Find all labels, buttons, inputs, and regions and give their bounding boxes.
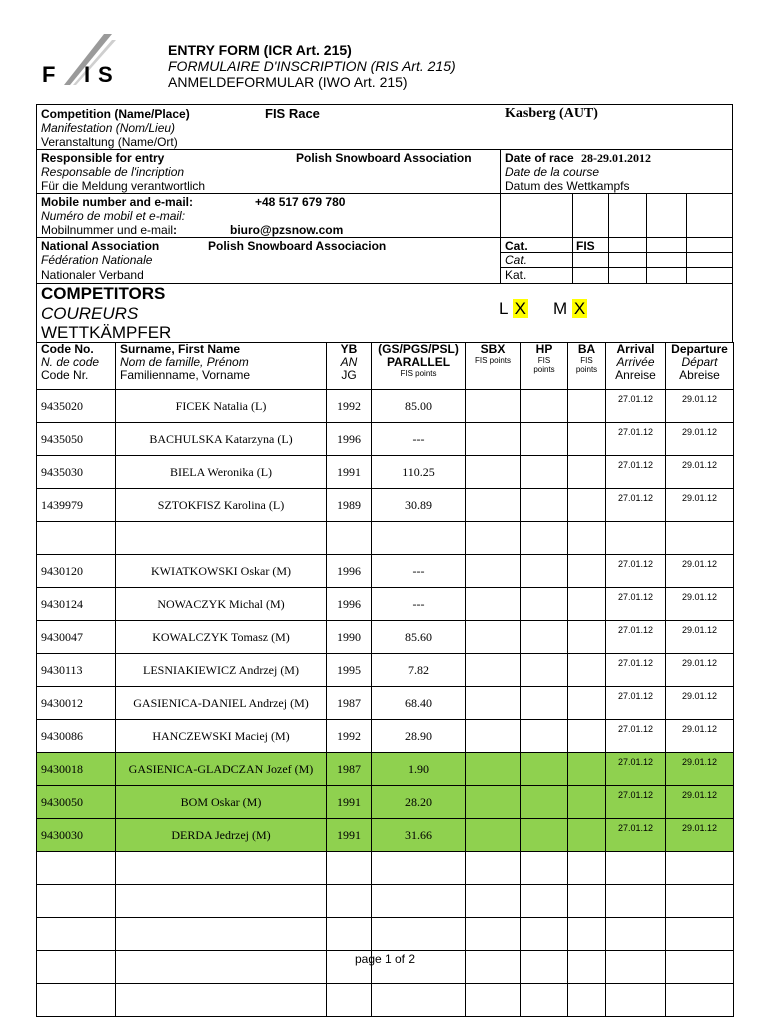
competitor-code: 9430124 [37,588,116,621]
competitor-parallel-points: 31.66 [372,819,466,852]
competitor-arrival: 27.01.12 [606,654,666,687]
table-row [37,753,734,786]
table-row [37,687,734,720]
competitor-departure: 29.01.12 [666,654,734,687]
competitor-ba-points [568,489,606,522]
competition-label-de: Veranstaltung (Name/Ort) [41,135,178,149]
competitor-parallel-points [372,852,466,885]
competitor-hp-points [521,456,568,489]
competitor-hp-points [521,621,568,654]
competitor-parallel-points [372,885,466,918]
competitor-yb: 1990 [327,621,372,654]
competitor-sbx-points [466,786,521,819]
table-row [37,423,734,456]
col-arrival-en: Arrival [616,342,655,356]
competitor-parallel-points: --- [372,588,466,621]
responsible-value: Polish Snowboard Association [296,151,472,165]
competitor-parallel-points [372,522,466,555]
competitor-yb: 1987 [327,753,372,786]
competitor-name: SZTOKFISZ Karolina (L) [116,489,327,522]
date-label-de: Datum des Wettkampfs [505,179,630,193]
table-row [37,654,734,687]
form-title-fr: FORMULAIRE D'INSCRIPTION (RIS Art. 215) [168,58,456,74]
competitor-yb: 1991 [327,786,372,819]
competitor-sbx-points [466,654,521,687]
competitor-code [37,885,116,918]
svg-text:S: S [98,62,113,87]
gender-ladies-mark [499,299,528,318]
col-hp [521,343,568,390]
competitor-parallel-points: 85.00 [372,390,466,423]
col-yb-de: JG [341,368,357,382]
competitor-sbx-points [466,687,521,720]
cat-value: FIS [576,239,595,253]
competitor-sbx-points [466,456,521,489]
competitor-code: 9430113 [37,654,116,687]
competitor-code: 9435030 [37,456,116,489]
col-hp-3: points [533,365,555,374]
nat-assoc-label-de: Nationaler Verband [41,268,144,282]
ladies-label: L [499,299,508,318]
competitor-hp-points [521,786,568,819]
competitor-sbx-points [466,522,521,555]
form-title-en: ENTRY FORM (ICR Art. 215) [168,42,352,58]
competitor-parallel-points: 85.60 [372,621,466,654]
competitor-sbx-points [466,753,521,786]
competitor-name: DERDA Jedrzej (M) [116,819,327,852]
competitor-departure: 29.01.12 [666,720,734,753]
col-departure [666,343,734,390]
competitor-departure [666,885,734,918]
competitor-name: BACHULSKA Katarzyna (L) [116,423,327,456]
responsible-label-de: Für die Meldung verantwortlich [41,179,206,193]
competitor-hp-points [521,588,568,621]
competitor-sbx-points [466,984,521,1017]
table-row [37,786,734,819]
competitor-sbx-points [466,819,521,852]
col-yb [327,343,372,390]
date-label-fr: Date de la course [505,165,600,179]
competitor-code [37,984,116,1017]
competitor-ba-points [568,621,606,654]
competitor-departure: 29.01.12 [666,687,734,720]
col-parallel-1: (GS/PGS/PSL) [378,342,459,356]
competitor-code: 9430018 [37,753,116,786]
competitor-ba-points [568,555,606,588]
competitor-arrival: 27.01.12 [606,786,666,819]
competitor-ba-points [568,423,606,456]
nat-assoc-label-en: National Association [41,239,160,253]
svg-text:I: I [84,62,91,87]
col-departure-fr: Départ [681,355,718,369]
competitor-name: GASIENICA-DANIEL Andrzej (M) [116,687,327,720]
competitor-sbx-points [466,621,521,654]
col-sbx [466,343,521,390]
competitor-ba-points [568,984,606,1017]
competitor-yb: 1987 [327,687,372,720]
competitor-code: 9430012 [37,687,116,720]
competitor-hp-points [521,753,568,786]
competitors-table [36,342,734,1017]
table-row [37,489,734,522]
competitor-departure: 29.01.12 [666,456,734,489]
competitor-ba-points [568,654,606,687]
competitor-parallel-points: --- [372,555,466,588]
competitor-yb [327,885,372,918]
competitors-title-en: COMPETITORS [41,284,166,303]
competitor-code [37,522,116,555]
fis-logo [40,30,120,90]
competitor-arrival: 27.01.12 [606,819,666,852]
competition-label-fr: Manifestation (Nom/Lieu) [41,121,176,135]
competitor-code: 9435020 [37,390,116,423]
competitor-arrival: 27.01.12 [606,687,666,720]
competitor-arrival [606,984,666,1017]
col-sbx-2: FIS points [474,356,511,365]
competitor-parallel-points: 110.25 [372,456,466,489]
mobile-label-fr: Numéro de mobil et e-mail: [41,209,186,223]
competitor-yb [327,852,372,885]
competitor-hp-points [521,819,568,852]
date-label-en: Date of race [505,151,574,165]
competitor-hp-points [521,918,568,951]
competitor-parallel-points: 28.90 [372,720,466,753]
competitor-yb: 1995 [327,654,372,687]
col-arrival [606,343,666,390]
competitor-parallel-points [372,918,466,951]
competitor-ba-points [568,522,606,555]
table-row [37,390,734,423]
phone-value: +48 517 679 780 [255,195,346,209]
nat-assoc-label-fr: Fédération Nationale [41,253,153,267]
table-row [37,819,734,852]
competitor-name: HANCZEWSKI Maciej (M) [116,720,327,753]
competitor-arrival: 27.01.12 [606,621,666,654]
competitor-ba-points [568,819,606,852]
competitor-hp-points [521,687,568,720]
competitor-yb: 1991 [327,456,372,489]
competitor-yb [327,522,372,555]
competitor-parallel-points: --- [372,423,466,456]
competitor-sbx-points [466,489,521,522]
competitor-parallel-points: 68.40 [372,687,466,720]
svg-text:F: F [42,62,56,87]
table-row [37,720,734,753]
competitor-departure: 29.01.12 [666,390,734,423]
col-ba-1: BA [577,342,596,356]
men-checkbox[interactable]: X [573,299,586,318]
competitor-name [116,885,327,918]
competitor-ba-points [568,885,606,918]
table-row [37,522,734,555]
competitor-sbx-points [466,720,521,753]
fis-logo-graphic [40,30,120,90]
nat-assoc-value: Polish Snowboard Associacion [208,239,387,253]
competitor-sbx-points [466,423,521,456]
table-row [37,588,734,621]
competitor-name: BIELA Weronika (L) [116,456,327,489]
competitor-name: LESNIAKIEWICZ Andrzej (M) [116,654,327,687]
competitor-name: FICEK Natalia (L) [116,390,327,423]
col-code-en: Code No. [41,342,94,356]
mobile-label-de-colon: : [173,223,178,237]
competitor-code: 9430050 [37,786,116,819]
competitor-hp-points [521,522,568,555]
competitor-yb [327,918,372,951]
competitor-yb: 1996 [327,555,372,588]
col-name-de: Familienname, Vorname [120,368,251,382]
competitor-yb: 1991 [327,819,372,852]
competitor-departure: 29.01.12 [666,819,734,852]
table-row [37,621,734,654]
competitor-yb: 1992 [327,390,372,423]
competitor-departure [666,522,734,555]
competitor-yb: 1992 [327,720,372,753]
competitor-name [116,522,327,555]
competitor-sbx-points [466,555,521,588]
table-row [37,918,734,951]
competitor-arrival: 27.01.12 [606,588,666,621]
competitor-arrival: 27.01.12 [606,555,666,588]
competitor-departure: 29.01.12 [666,423,734,456]
competitor-arrival [606,918,666,951]
email-value: biuro@pzsnow.com [230,223,344,237]
competitor-hp-points [521,555,568,588]
competitor-ba-points [568,720,606,753]
event-info-grid [36,104,733,284]
competitor-ba-points [568,390,606,423]
competitor-yb: 1996 [327,588,372,621]
mobile-label-de: Mobilnummer und e-mail [41,223,174,237]
competitor-hp-points [521,423,568,456]
col-parallel-3: FIS points [400,369,437,378]
col-ba [568,343,606,390]
col-hp-1: HP [535,342,553,356]
col-code-fr: N. de code [41,355,100,369]
col-code [37,343,116,390]
competitor-sbx-points [466,588,521,621]
competitor-departure [666,852,734,885]
table-row [37,885,734,918]
table-row [37,456,734,489]
competitor-code: 9430030 [37,819,116,852]
mobile-label-en: Mobile number and e-mail: [41,195,194,209]
competitor-departure [666,984,734,1017]
competitor-code: 9430120 [37,555,116,588]
competitors-title-fr: COUREURS [41,304,139,323]
competition-place: Kasberg (AUT) [505,106,598,121]
col-parallel-2: PARALLEL [386,355,451,369]
competitor-arrival [606,885,666,918]
competitor-departure: 29.01.12 [666,489,734,522]
competitor-parallel-points: 30.89 [372,489,466,522]
competitor-sbx-points [466,852,521,885]
competitor-code: 1439979 [37,489,116,522]
competitor-sbx-points [466,390,521,423]
col-name [116,343,327,390]
cat-label-de: Kat. [505,268,527,282]
competitor-arrival: 27.01.12 [606,489,666,522]
competitors-title-de: WETTKÄMPFER [41,323,172,342]
competitor-departure: 29.01.12 [666,786,734,819]
col-sbx-1: SBX [480,342,506,356]
col-departure-de: Abreise [679,368,720,382]
competitor-parallel-points [372,984,466,1017]
competitor-arrival: 27.01.12 [606,390,666,423]
competitors-heading [36,284,733,342]
competitors-table-body [37,390,734,1017]
competitor-hp-points [521,885,568,918]
competitor-sbx-points [466,918,521,951]
ladies-checkbox[interactable]: X [514,299,526,318]
competitor-parallel-points: 1.90 [372,753,466,786]
competitor-ba-points [568,687,606,720]
competitor-ba-points [568,852,606,885]
col-hp-2: FIS [537,356,551,365]
competitor-name [116,918,327,951]
table-row [37,984,734,1017]
competitor-arrival: 27.01.12 [606,720,666,753]
col-name-fr: Nom de famille, Prénom [120,355,249,369]
competitor-code: 9435050 [37,423,116,456]
competitor-name [116,852,327,885]
col-parallel [372,343,466,390]
responsible-label-en: Responsible for entry [41,151,165,165]
competitor-ba-points [568,588,606,621]
competitor-arrival [606,852,666,885]
cat-label-fr: Cat. [505,253,528,267]
competitor-name: KWIATKOWSKI Oskar (M) [116,555,327,588]
competitor-arrival: 27.01.12 [606,456,666,489]
competitor-name [116,984,327,1017]
competitor-arrival: 27.01.12 [606,753,666,786]
competitor-code: 9430047 [37,621,116,654]
competitor-arrival [606,522,666,555]
col-arrival-de: Anreise [615,368,656,382]
competitor-ba-points [568,918,606,951]
competitor-ba-points [568,753,606,786]
competitor-hp-points [521,654,568,687]
responsible-label-fr: Responsable de l'incription [41,165,185,179]
competitor-arrival: 27.01.12 [606,423,666,456]
men-label: M [553,299,568,318]
competitor-hp-points [521,852,568,885]
col-arrival-fr: Arrivée [616,355,655,369]
col-yb-fr: AN [340,355,358,369]
table-row [37,555,734,588]
competitor-ba-points [568,456,606,489]
competitor-hp-points [521,390,568,423]
date-value: 28-29.01.2012 [581,151,652,165]
competitor-hp-points [521,984,568,1017]
competitor-yb: 1996 [327,423,372,456]
competitor-departure: 29.01.12 [666,555,734,588]
competitor-hp-points [521,489,568,522]
competitor-parallel-points: 7.82 [372,654,466,687]
competitor-hp-points [521,720,568,753]
competitor-name: KOWALCZYK Tomasz (M) [116,621,327,654]
form-title-de: ANMELDEFORMULAR (IWO Art. 215) [168,74,408,90]
competitor-parallel-points: 28.20 [372,786,466,819]
competition-name: FIS Race [265,106,320,121]
col-departure-en: Departure [671,342,728,356]
competitor-departure: 29.01.12 [666,621,734,654]
competitor-name: NOWACZYK Michal (M) [116,588,327,621]
competitor-code [37,918,116,951]
competitor-yb [327,984,372,1017]
competitor-ba-points [568,786,606,819]
competitor-name: BOM Oskar (M) [116,786,327,819]
col-ba-2: FIS [580,356,593,365]
col-name-en: Surname, First Name [120,342,241,356]
form-header [168,42,456,90]
gender-men-mark [553,299,587,318]
competitor-yb: 1989 [327,489,372,522]
competitor-departure [666,918,734,951]
col-code-de: Code Nr. [41,368,89,382]
table-header-row [37,343,734,390]
competitor-code: 9430086 [37,720,116,753]
competitor-code [37,852,116,885]
competitor-departure: 29.01.12 [666,588,734,621]
competition-label-en: Competition (Name/Place) [41,107,190,121]
cat-label-en: Cat. [505,239,528,253]
competitor-name: GASIENICA-GLADCZAN Jozef (M) [116,753,327,786]
competitor-sbx-points [466,885,521,918]
col-yb-en: YB [340,342,358,356]
col-ba-3: points [575,365,598,374]
table-row [37,852,734,885]
competitor-departure: 29.01.12 [666,753,734,786]
page-number: page 1 of 2 [354,952,416,966]
